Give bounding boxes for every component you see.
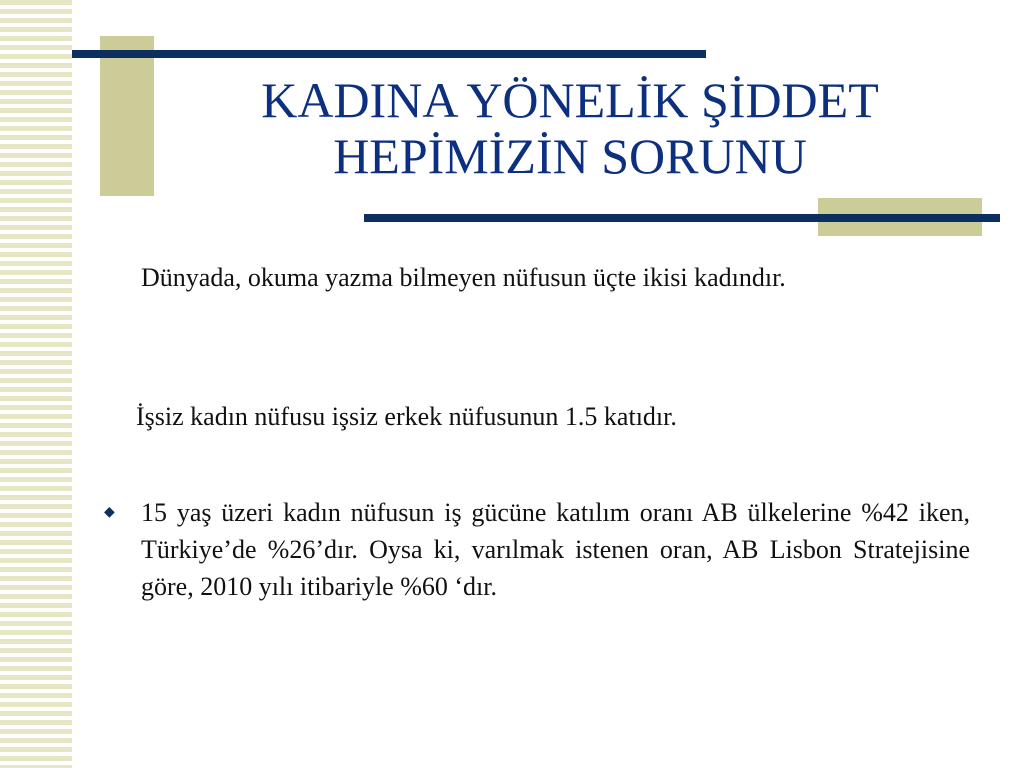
title-rule-top [72,50,706,58]
slide-title-line-2: HEPİMİZİN SORUNU [333,128,807,184]
title-rule-bottom [364,214,1000,222]
paragraph-labor-participation: 15 yaş üzeri kadın nüfusun iş gücüne katılım oranı AB ülkelerine %42 iken, Türkiye’de %26’dır. Oysa ki, varılmak istenen oran, AB Lisbon Stratejisine göre, 2010 yılı itibariyle %60 ‘dır. [141,498,970,601]
slide-title [150,72,990,184]
paragraph-illiteracy: Dünyada, okuma yazma bilmeyen nüfusun üçte ikisi kadındır. [141,263,786,292]
decorative-stripe-band [0,0,72,768]
bullet-diamond-icon: ◆ [104,504,115,520]
decorative-tan-block-top [100,36,154,196]
slide-title-line-1: KADINA YÖNELİK ŞİDDET [261,72,879,128]
paragraph-unemployment: İşsiz kadın nüfusu işsiz erkek nüfusunun 1.5 katıdır. [136,402,677,431]
